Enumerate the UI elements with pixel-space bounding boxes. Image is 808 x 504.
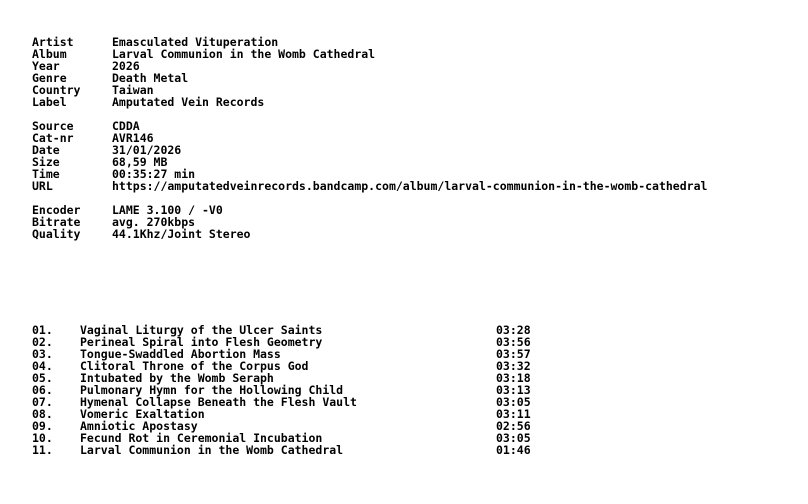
genre-key: Genre <box>32 71 67 85</box>
track-title: Pulmonary Hymn for the Hollowing Child <box>80 383 344 397</box>
track-number: 07. <box>32 395 53 409</box>
track-number: 08. <box>32 407 53 421</box>
track-length: 03:56 <box>496 335 531 349</box>
source-key: Source <box>32 119 74 133</box>
source-info-block <box>32 120 808 192</box>
track-number: 06. <box>32 383 53 397</box>
track-title: Hymenal Collapse Beneath the Flesh Vault <box>80 395 357 409</box>
quality-row <box>32 228 808 240</box>
label-key: Label <box>32 95 67 109</box>
track-length: 03:05 <box>496 431 531 445</box>
label-value: Amputated Vein Records <box>112 95 265 109</box>
track-length: 03:57 <box>496 347 531 361</box>
track-length: 03:28 <box>496 323 531 337</box>
size-key: Size <box>32 155 60 169</box>
track-row <box>32 444 808 456</box>
encoding-info-block <box>32 204 808 240</box>
country-value: Taiwan <box>112 83 154 97</box>
bitrate-value: avg. 270kbps <box>112 215 196 229</box>
track-title: Intubated by the Womb Seraph <box>80 371 274 385</box>
track-number: 02. <box>32 335 53 349</box>
track-length: 03:18 <box>496 371 531 385</box>
track-number: 10. <box>32 431 53 445</box>
release-info-block <box>32 36 808 108</box>
track-title: Larval Communion in the Womb Cathedral <box>80 443 344 457</box>
catnr-key: Cat-nr <box>32 131 74 145</box>
track-length: 03:11 <box>496 407 531 421</box>
track-title: Vaginal Liturgy of the Ulcer Saints <box>80 323 323 337</box>
time-value: 00:35:27 min <box>112 167 196 181</box>
encoder-key: Encoder <box>32 203 81 217</box>
track-title: Clitoral Throne of the Corpus God <box>80 359 309 373</box>
quality-value: 44.1Khz/Joint Stereo <box>112 227 251 241</box>
track-title: Amniotic Apostasy <box>80 419 198 433</box>
year-value: 2026 <box>112 59 140 73</box>
quality-key: Quality <box>32 227 81 241</box>
track-length: 03:32 <box>496 359 531 373</box>
album-row <box>32 48 808 60</box>
url-row <box>32 180 808 192</box>
tracklist <box>32 324 808 456</box>
year-key: Year <box>32 59 60 73</box>
encoder-value: LAME 3.100 / -V0 <box>112 203 223 217</box>
artist-key: Artist <box>32 35 74 49</box>
album-value: Larval Communion in the Womb Cathedral <box>112 47 376 61</box>
url-key: URL <box>32 179 53 193</box>
track-length: 02:56 <box>496 419 531 433</box>
artist-value: Emasculated Vituperation <box>112 35 279 49</box>
track-number: 11. <box>32 443 53 457</box>
label-row <box>32 96 808 108</box>
album-key: Album <box>32 47 67 61</box>
date-value: 31/01/2026 <box>112 143 182 157</box>
track-length: 01:46 <box>496 443 531 457</box>
track-length: 03:05 <box>496 395 531 409</box>
track-number: 03. <box>32 347 53 361</box>
bitrate-key: Bitrate <box>32 215 81 229</box>
nfo-document <box>32 36 808 456</box>
track-title: Tongue-Swaddled Abortion Mass <box>80 347 281 361</box>
size-value: 68,59 MB <box>112 155 168 169</box>
track-title: Vomeric Exaltation <box>80 407 205 421</box>
time-key: Time <box>32 167 60 181</box>
date-key: Date <box>32 143 60 157</box>
catnr-value: AVR146 <box>112 131 154 145</box>
source-value: CDDA <box>112 119 140 133</box>
track-title: Fecund Rot in Ceremonial Incubation <box>80 431 323 445</box>
tracklist-spacer <box>32 240 808 324</box>
track-title: Perineal Spiral into Flesh Geometry <box>80 335 323 349</box>
track-number: 09. <box>32 419 53 433</box>
track-length: 03:13 <box>496 383 531 397</box>
track-number: 04. <box>32 359 53 373</box>
track-number: 05. <box>32 371 53 385</box>
track-number: 01. <box>32 323 53 337</box>
url-value[interactable]: https://amputatedveinrecords.bandcamp.com/album/larval-communion-in-the-womb-cathedral <box>112 179 708 193</box>
country-key: Country <box>32 83 81 97</box>
genre-value: Death Metal <box>112 71 189 85</box>
section-spacer <box>32 108 808 120</box>
